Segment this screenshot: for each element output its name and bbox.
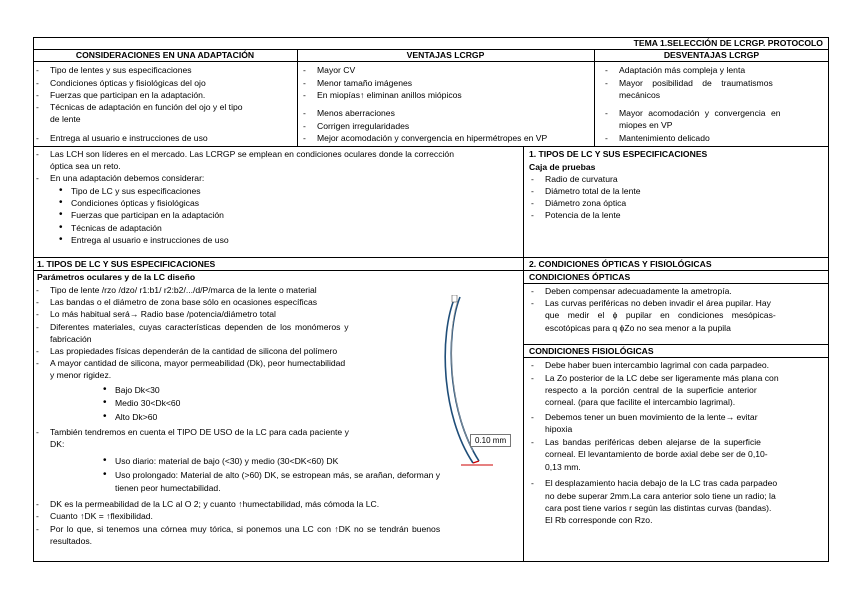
list-item-cont: que medir el ϕ pupilar en condiciones mesópicas- [545,310,776,320]
list-item: - Las bandas periféricas deben alejarse de la superficie [545,436,761,448]
col-header-ventajas: VENTAJAS LCRGP [406,50,485,60]
list-item: - Diámetro zona óptica [545,197,626,209]
uso-item-cont: tienen peor humectabilidad. [115,483,221,493]
list-item: - Las propiedades físicas dependerán de la cantidad de silicona del polímero [50,345,337,357]
list-item-cont: respecto a la porción central de la superficie anterior [545,385,757,395]
bullet-item: • Técnicas de adaptación [71,222,162,234]
list-item: - Mayor posibilidad de traumatismos [619,77,773,89]
list-item-cont: hipoxia [545,424,573,434]
bullet-item: • Tipo de LC y sus especificaciones [71,185,201,197]
uso-item: • Uso diario: material de bajo (<30) y medio (30<DK<60) DK [115,455,338,467]
list-item: - Las curvas periféricas no deben invadir el área pupilar. Hay [545,297,771,309]
intro-text: - Las LCH son líderes en el mercado. Las LCRGP se emplean en condiciones oculares donde la corrección [50,148,454,160]
list-item-cont: miopes en VP [619,120,673,130]
list-item: - Adaptación más compleja y lenta [619,64,745,76]
dk-level: • Medio 30<Dk<60 [115,397,180,409]
list-item: - Las bandas o el diámetro de zona base sólo en ocasiones específicas [50,296,317,308]
section-title: 1. TIPOS DE LC Y SUS ESPECIFICACIONES [529,149,708,159]
dk-level: • Alto Dk>60 [115,411,157,423]
list-item: - En miopías↑ eliminan anillos miópicos [317,89,462,101]
list-item-cont: corneal. El levantamiento de borde axial debe ser de 0,10- [545,449,768,459]
list-item: - Menos aberraciones [317,107,395,119]
col-header-consideraciones: CONSIDERACIONES EN UNA ADAPTACIÓN [75,50,255,60]
figure-label: 0.10 mm [470,434,511,447]
list-item: - Corrigen irregularidades [317,120,409,132]
list-item-cont: no debe superar 2mm.La cara anterior solo tiene un radio; la [545,491,776,501]
col-header-desventajas: DESVENTAJAS LCRGP [663,50,760,60]
bullet-item: • Fuerzas que participan en la adaptación [71,209,224,221]
list-item: - Menor tamaño imágenes [317,77,412,89]
list-item: - Técnicas de adaptación en función del ojo y el tipo [50,101,243,113]
list-item-cont: resultados. [50,536,93,546]
list-item-cont: y menor rigidez. [50,370,112,380]
list-item: - Diámetro total de la lente [545,185,641,197]
bullet-item: • Entrega al usuario e instrucciones de uso [71,234,229,246]
intro-text: óptica sea un reto. [50,161,121,171]
list-item-cont: fabricación [50,334,92,344]
uso-item: • Uso prolongado: Material de alto (>60) DK, se estropean más, se arañan, deforman y [115,469,440,481]
list-item: - También tendremos en cuenta el TIPO DE USO de la LC para cada paciente y [50,426,349,438]
list-item: - Entrega al usuario e instrucciones de uso [50,132,208,144]
list-item: - Diferentes materiales, cuyas características dependen de los monómeros y [50,321,349,333]
list-item-cont: 0,13 mm. [545,462,581,472]
list-item: - Fuerzas que participan en la adaptación. [50,89,205,101]
list-item: - Deben compensar adecuadamente la ametropía. [545,285,732,297]
list-item: - Mayor acomodación y convergencia en [619,107,781,119]
lens-front-curve [445,297,473,463]
list-item: - Condiciones ópticas y fisiológicas del ojo [50,77,206,89]
list-item: - La Zo posterior de la LC debe ser ligeramente más plana con [545,372,779,384]
list-item-cont: escotópicas para q ϕZo no sea menor a la pupila [545,323,731,333]
list-item: - Lo más habitual será→ Radio base /potencia/diámetro total [50,308,276,320]
list-item-cont: mecánicos [619,90,661,100]
bullet-item: • Condiciones ópticas y fisiológicas [71,197,199,209]
section-subtitle: CONDICIONES ÓPTICAS [529,272,631,282]
doc-title: TEMA 1.SELECCIÓN DE LCRGP. PROTOCOLO [633,38,823,48]
list-item: - Cuanto ↑DK = ↑flexibilidad. [50,510,153,522]
list-item-cont: corneal. (para que facilite el intercambio lagrimal). [545,397,736,407]
list-item: - Mayor CV [317,64,355,76]
section-title: 2. CONDICIONES ÓPTICAS Y FISIOLÓGICAS [529,259,712,269]
list-item: - El desplazamiento hacia debajo de la LC tras cada parpadeo [545,477,777,489]
list-item: - Debe haber buen intercambio lagrimal con cada parpadeo. [545,359,769,371]
list-item-cont: DK: [50,439,65,449]
section-subtitle: CONDICIONES FISIOLÓGICAS [529,346,654,356]
list-item: - Potencia de la lente [545,209,621,221]
dk-level: • Bajo Dk<30 [115,384,160,396]
list-item-cont: de lente [50,114,81,124]
list-item: - Mejor acomodación y convergencia en hipermétropes en VP [317,132,547,144]
section-subtitle: Caja de pruebas [529,162,596,172]
list-item: - DK es la permeabilidad de la LC al O 2; y cuanto ↑humectabilidad, más cómoda la LC. [50,498,379,510]
list-item: - Radio de curvatura [545,173,618,185]
list-item-cont: cara post tiene varios r según las distintas curvas (bandas). [545,503,772,513]
list-item: - A mayor cantidad de silicona, mayor permeabilidad (Dk), peor humectabilidad [50,357,345,369]
list-item: - Tipo de lentes y sus especificaciones [50,64,192,76]
list-item: - Mantenimiento delicado [619,132,710,144]
list-item: - Por lo que, si tenemos una córnea muy tórica, si ponemos una LC con ↑DK no se tendrán buenos [50,523,440,535]
intro-text: - En una adaptación debemos considerar: [50,172,204,184]
list-item: - Debemos tener un buen movimiento de la lente→ evitar [545,411,758,423]
section-subtitle: Parámetros oculares y de la LC diseño [37,272,196,282]
section-title: 1. TIPOS DE LC Y SUS ESPECIFICACIONES [37,259,216,269]
list-item: - Tipo de lente /rzo /dzo/ r1:b1/ r2:b2/.../d/P/marca de la lente o material [50,284,317,296]
list-item-cont: El Rb corresponde con Rzo. [545,515,653,525]
